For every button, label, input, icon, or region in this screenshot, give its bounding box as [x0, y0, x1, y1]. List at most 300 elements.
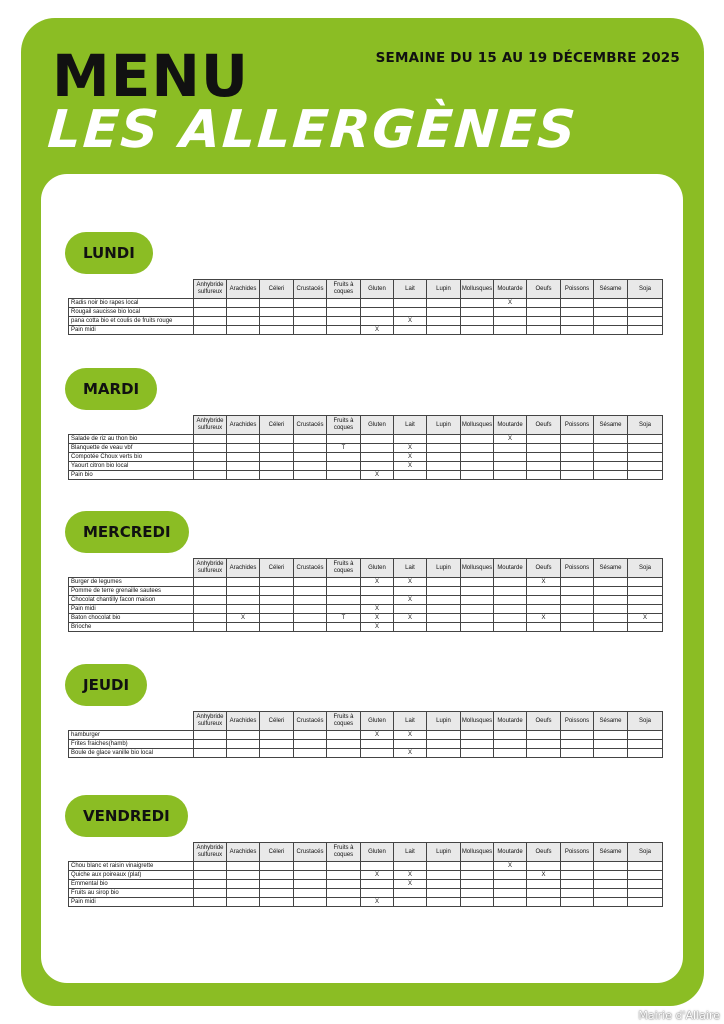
allergen-mark	[394, 471, 427, 480]
allergen-mark	[194, 749, 227, 758]
allergen-mark	[294, 898, 327, 907]
column-header: Anhybride sulfureux	[194, 416, 227, 435]
allergen-mark	[227, 749, 260, 758]
dish-name: Rougail saucisse bio local	[69, 308, 194, 317]
allergen-mark	[628, 871, 663, 880]
allergen-mark	[194, 623, 227, 632]
allergen-mark	[260, 605, 294, 614]
allergen-mark	[294, 587, 327, 596]
allergen-mark	[394, 889, 427, 898]
allergen-mark	[194, 308, 227, 317]
allergen-mark	[594, 299, 628, 308]
allergen-mark: X	[494, 435, 527, 444]
allergen-mark: X	[394, 749, 427, 758]
allergen-mark	[294, 605, 327, 614]
allergen-mark	[427, 596, 461, 605]
column-header: Anhybride sulfureux	[194, 280, 227, 299]
column-header: Arachides	[227, 843, 260, 862]
allergen-mark	[494, 898, 527, 907]
allergen-mark	[461, 862, 494, 871]
column-header: Oeufs	[527, 843, 561, 862]
allergen-mark	[628, 587, 663, 596]
allergen-mark	[628, 731, 663, 740]
allergen-mark	[628, 453, 663, 462]
allergen-mark	[394, 308, 427, 317]
allergen-mark	[594, 471, 628, 480]
column-header: Moutarde	[494, 416, 527, 435]
allergen-mark	[427, 898, 461, 907]
allergen-mark	[227, 740, 260, 749]
allergen-mark	[327, 898, 361, 907]
allergen-mark	[527, 889, 561, 898]
allergen-mark	[394, 299, 427, 308]
column-header: Arachides	[227, 416, 260, 435]
table-row	[69, 740, 663, 749]
allergen-mark	[461, 453, 494, 462]
allergen-mark	[427, 731, 461, 740]
allergen-mark	[628, 462, 663, 471]
allergen-mark	[260, 749, 294, 758]
table-row	[69, 749, 663, 758]
allergen-mark	[394, 623, 427, 632]
allergen-mark	[260, 889, 294, 898]
allergen-mark	[628, 299, 663, 308]
allergen-mark	[427, 623, 461, 632]
allergen-mark	[561, 453, 594, 462]
column-header: Lupin	[427, 843, 461, 862]
allergen-mark	[527, 862, 561, 871]
allergen-mark	[594, 731, 628, 740]
allergen-mark	[594, 326, 628, 335]
column-header: Lupin	[427, 559, 461, 578]
allergen-mark: X	[361, 871, 394, 880]
week-label: SEMAINE DU 15 AU 19 DÉCEMBRE 2025	[375, 50, 680, 66]
allergen-mark	[628, 596, 663, 605]
column-header: Lait	[394, 843, 427, 862]
allergen-mark	[194, 862, 227, 871]
dish-name: Pain bio	[69, 471, 194, 480]
allergen-mark	[561, 614, 594, 623]
column-header: Crustacés	[294, 712, 327, 731]
allergen-mark	[327, 740, 361, 749]
allergen-mark	[561, 326, 594, 335]
allergen-mark	[327, 308, 361, 317]
allergen-mark	[294, 326, 327, 335]
allergen-mark	[628, 898, 663, 907]
allergen-mark	[327, 471, 361, 480]
column-header: Mollusques	[461, 280, 494, 299]
allergen-mark	[527, 444, 561, 453]
dish-name: hamburger	[69, 731, 194, 740]
allergen-mark	[461, 435, 494, 444]
allergen-mark	[628, 862, 663, 871]
allergen-mark	[394, 862, 427, 871]
header-blank-cell	[69, 843, 194, 862]
column-header: Sésame	[594, 712, 628, 731]
allergen-mark	[461, 462, 494, 471]
allergen-mark	[594, 623, 628, 632]
table-header-row	[69, 416, 663, 435]
allergen-mark	[327, 731, 361, 740]
allergen-mark	[494, 596, 527, 605]
column-header: Moutarde	[494, 712, 527, 731]
allergen-mark	[594, 889, 628, 898]
allergen-mark	[361, 435, 394, 444]
allergen-mark	[594, 453, 628, 462]
allergen-mark	[260, 596, 294, 605]
allergen-mark	[628, 471, 663, 480]
column-header: Sésame	[594, 559, 628, 578]
allergen-mark	[494, 326, 527, 335]
allergen-mark	[494, 605, 527, 614]
allergen-mark	[461, 317, 494, 326]
allergen-mark	[628, 578, 663, 587]
allergen-mark	[194, 740, 227, 749]
allergen-mark	[227, 578, 260, 587]
allergen-mark	[427, 308, 461, 317]
column-header: Crustacés	[294, 843, 327, 862]
allergen-mark	[561, 871, 594, 880]
allergen-mark: X	[394, 317, 427, 326]
allergen-mark: X	[494, 299, 527, 308]
allergen-mark	[327, 299, 361, 308]
allergen-mark	[561, 880, 594, 889]
allergen-mark: X	[394, 731, 427, 740]
allergen-mark	[461, 898, 494, 907]
allergen-mark	[527, 317, 561, 326]
dish-name: Quiche aux poireaux (plat)	[69, 871, 194, 880]
allergen-mark	[461, 740, 494, 749]
allergen-mark	[260, 308, 294, 317]
column-header: Oeufs	[527, 712, 561, 731]
dish-name: Burger de legumes	[69, 578, 194, 587]
allergen-mark	[594, 605, 628, 614]
allergen-mark: X	[361, 578, 394, 587]
allergen-mark	[494, 889, 527, 898]
allergen-mark	[561, 862, 594, 871]
allergen-mark	[327, 453, 361, 462]
allergen-mark	[527, 471, 561, 480]
allergen-mark: X	[394, 871, 427, 880]
allergen-mark	[594, 317, 628, 326]
dish-name: Radis noir bio rapes local	[69, 299, 194, 308]
allergen-mark	[327, 317, 361, 326]
allergen-mark	[194, 614, 227, 623]
dish-name: Emmental bio	[69, 880, 194, 889]
allergen-mark	[427, 578, 461, 587]
allergen-mark	[461, 471, 494, 480]
allergen-mark	[461, 749, 494, 758]
column-header: Anhybride sulfureux	[194, 843, 227, 862]
day-pill: MARDI	[65, 368, 157, 410]
allergen-mark	[227, 308, 260, 317]
allergen-mark	[194, 889, 227, 898]
allergen-mark	[294, 596, 327, 605]
allergen-mark	[327, 596, 361, 605]
table-row	[69, 898, 663, 907]
allergen-mark	[594, 578, 628, 587]
allergen-mark	[294, 889, 327, 898]
column-header: Sésame	[594, 843, 628, 862]
allergen-mark	[227, 462, 260, 471]
column-header: Lait	[394, 559, 427, 578]
allergen-table	[68, 842, 663, 907]
allergen-mark	[260, 880, 294, 889]
allergen-mark	[594, 898, 628, 907]
column-header: Sésame	[594, 280, 628, 299]
table-row	[69, 731, 663, 740]
dish-name: Baton chocolat bio	[69, 614, 194, 623]
dish-name: Yaourt citron bio local	[69, 462, 194, 471]
column-header: Lupin	[427, 280, 461, 299]
allergen-mark	[494, 749, 527, 758]
allergen-mark	[461, 731, 494, 740]
allergen-mark	[227, 435, 260, 444]
allergen-mark	[260, 740, 294, 749]
column-header: Soja	[628, 416, 663, 435]
column-header: Arachides	[227, 712, 260, 731]
allergen-mark	[361, 749, 394, 758]
column-header: Arachides	[227, 559, 260, 578]
allergen-mark	[427, 317, 461, 326]
dish-name: pana cotta bio et coulis de fruits rouge	[69, 317, 194, 326]
allergen-mark	[527, 749, 561, 758]
table-header-row	[69, 559, 663, 578]
allergen-mark	[327, 605, 361, 614]
allergen-mark	[461, 596, 494, 605]
allergen-mark	[561, 749, 594, 758]
table-row	[69, 444, 663, 453]
allergen-mark	[628, 740, 663, 749]
allergen-mark	[294, 623, 327, 632]
dish-name: Fruits au sirop bio	[69, 889, 194, 898]
allergen-mark	[427, 614, 461, 623]
allergen-mark	[327, 578, 361, 587]
allergenes-title: LES ALLERGÈNES	[45, 100, 580, 160]
allergen-mark	[427, 862, 461, 871]
allergen-mark: X	[394, 453, 427, 462]
allergen-mark	[527, 326, 561, 335]
allergen-mark	[294, 871, 327, 880]
column-header: Anhybride sulfureux	[194, 712, 227, 731]
allergen-mark	[594, 435, 628, 444]
column-header: Céleri	[260, 416, 294, 435]
allergen-mark	[561, 317, 594, 326]
dish-name: Chocolat chantilly facon maison	[69, 596, 194, 605]
allergen-mark	[361, 889, 394, 898]
allergen-mark	[294, 462, 327, 471]
allergen-mark	[361, 880, 394, 889]
dish-name: Pomme de terre grenaille sautees	[69, 587, 194, 596]
allergen-mark	[227, 596, 260, 605]
watermark: Mairie d'Allaire	[638, 1009, 720, 1022]
dish-name: Chou blanc et raisin vinaigrette	[69, 862, 194, 871]
allergen-mark	[427, 326, 461, 335]
column-header: Gluten	[361, 559, 394, 578]
allergen-mark	[628, 317, 663, 326]
column-header: Fruits à coques	[327, 712, 361, 731]
allergen-mark	[227, 471, 260, 480]
allergen-mark	[594, 880, 628, 889]
allergen-mark	[561, 578, 594, 587]
allergen-mark	[361, 740, 394, 749]
allergen-mark	[561, 898, 594, 907]
column-header: Gluten	[361, 416, 394, 435]
allergen-mark	[427, 880, 461, 889]
allergen-mark: X	[394, 462, 427, 471]
allergen-mark: X	[361, 614, 394, 623]
allergen-mark	[427, 435, 461, 444]
allergen-mark	[527, 435, 561, 444]
column-header: Crustacés	[294, 416, 327, 435]
allergen-mark	[494, 880, 527, 889]
allergen-mark	[194, 326, 227, 335]
allergen-mark	[194, 299, 227, 308]
day-pill: JEUDI	[65, 664, 147, 706]
allergen-mark	[294, 862, 327, 871]
allergen-mark	[227, 898, 260, 907]
column-header: Anhybride sulfureux	[194, 559, 227, 578]
allergen-mark	[461, 326, 494, 335]
allergen-mark	[194, 435, 227, 444]
allergen-mark	[194, 462, 227, 471]
allergen-mark	[327, 880, 361, 889]
allergen-mark	[494, 308, 527, 317]
allergen-mark	[561, 596, 594, 605]
allergen-mark	[427, 471, 461, 480]
allergen-mark	[628, 308, 663, 317]
allergen-mark	[427, 299, 461, 308]
allergen-mark	[594, 614, 628, 623]
table-row	[69, 605, 663, 614]
allergen-mark	[194, 898, 227, 907]
allergen-table	[68, 558, 663, 632]
column-header: Soja	[628, 843, 663, 862]
allergen-mark	[260, 898, 294, 907]
allergen-mark: X	[394, 596, 427, 605]
allergen-mark	[427, 587, 461, 596]
column-header: Lait	[394, 416, 427, 435]
allergen-mark: X	[227, 614, 260, 623]
allergen-mark	[594, 862, 628, 871]
allergen-mark	[227, 889, 260, 898]
allergen-mark	[227, 623, 260, 632]
allergen-mark	[394, 435, 427, 444]
allergen-mark	[260, 623, 294, 632]
allergen-mark	[260, 862, 294, 871]
allergen-mark	[427, 462, 461, 471]
column-header: Soja	[628, 280, 663, 299]
allergen-mark	[327, 326, 361, 335]
allergen-mark	[494, 623, 527, 632]
column-header: Poissons	[561, 843, 594, 862]
allergen-mark	[461, 605, 494, 614]
allergen-mark	[527, 880, 561, 889]
allergen-mark	[427, 871, 461, 880]
allergen-mark: X	[494, 862, 527, 871]
header-blank-cell	[69, 416, 194, 435]
allergen-mark	[527, 308, 561, 317]
column-header: Moutarde	[494, 843, 527, 862]
column-header: Céleri	[260, 559, 294, 578]
day-pill: MERCREDI	[65, 511, 189, 553]
column-header: Céleri	[260, 843, 294, 862]
allergen-table	[68, 415, 663, 480]
allergen-mark	[527, 453, 561, 462]
allergen-mark	[527, 623, 561, 632]
column-header: Gluten	[361, 843, 394, 862]
allergen-mark: T	[327, 614, 361, 623]
allergen-mark	[194, 871, 227, 880]
allergen-mark	[628, 326, 663, 335]
table-row	[69, 326, 663, 335]
allergen-mark	[461, 444, 494, 453]
column-header: Mollusques	[461, 843, 494, 862]
column-header: Lait	[394, 712, 427, 731]
allergen-mark	[594, 871, 628, 880]
allergen-mark	[394, 605, 427, 614]
allergen-mark: X	[361, 623, 394, 632]
table-header-row	[69, 280, 663, 299]
allergen-mark	[260, 731, 294, 740]
allergen-mark	[527, 740, 561, 749]
allergen-mark	[427, 453, 461, 462]
table-row	[69, 862, 663, 871]
allergen-mark	[194, 605, 227, 614]
allergen-mark	[628, 605, 663, 614]
allergen-mark	[227, 731, 260, 740]
header-blank-cell	[69, 280, 194, 299]
allergen-mark	[260, 326, 294, 335]
allergen-mark	[461, 880, 494, 889]
allergen-mark	[527, 587, 561, 596]
allergen-mark	[628, 444, 663, 453]
table-row	[69, 871, 663, 880]
allergen-mark	[361, 308, 394, 317]
column-header: Poissons	[561, 416, 594, 435]
allergen-mark: X	[394, 880, 427, 889]
allergen-mark	[561, 889, 594, 898]
column-header: Arachides	[227, 280, 260, 299]
dish-name: Frites fraiches(hamb)	[69, 740, 194, 749]
table-row	[69, 453, 663, 462]
header-blank-cell	[69, 559, 194, 578]
allergen-mark	[527, 605, 561, 614]
dish-name: Compotée Choux verts bio	[69, 453, 194, 462]
allergen-mark	[260, 317, 294, 326]
header-blank-cell	[69, 712, 194, 731]
allergen-mark	[494, 871, 527, 880]
allergen-mark	[361, 462, 394, 471]
column-header: Gluten	[361, 712, 394, 731]
allergen-mark	[628, 435, 663, 444]
allergen-mark: X	[394, 614, 427, 623]
allergen-mark	[594, 587, 628, 596]
allergen-mark	[561, 623, 594, 632]
allergen-mark	[561, 308, 594, 317]
allergen-mark	[628, 880, 663, 889]
table-row	[69, 889, 663, 898]
allergen-mark	[527, 462, 561, 471]
allergen-mark	[594, 596, 628, 605]
allergen-mark	[260, 299, 294, 308]
allergen-mark	[628, 889, 663, 898]
allergen-mark	[427, 444, 461, 453]
column-header: Céleri	[260, 280, 294, 299]
allergen-mark: X	[527, 871, 561, 880]
allergen-mark	[227, 605, 260, 614]
allergen-mark: X	[361, 731, 394, 740]
